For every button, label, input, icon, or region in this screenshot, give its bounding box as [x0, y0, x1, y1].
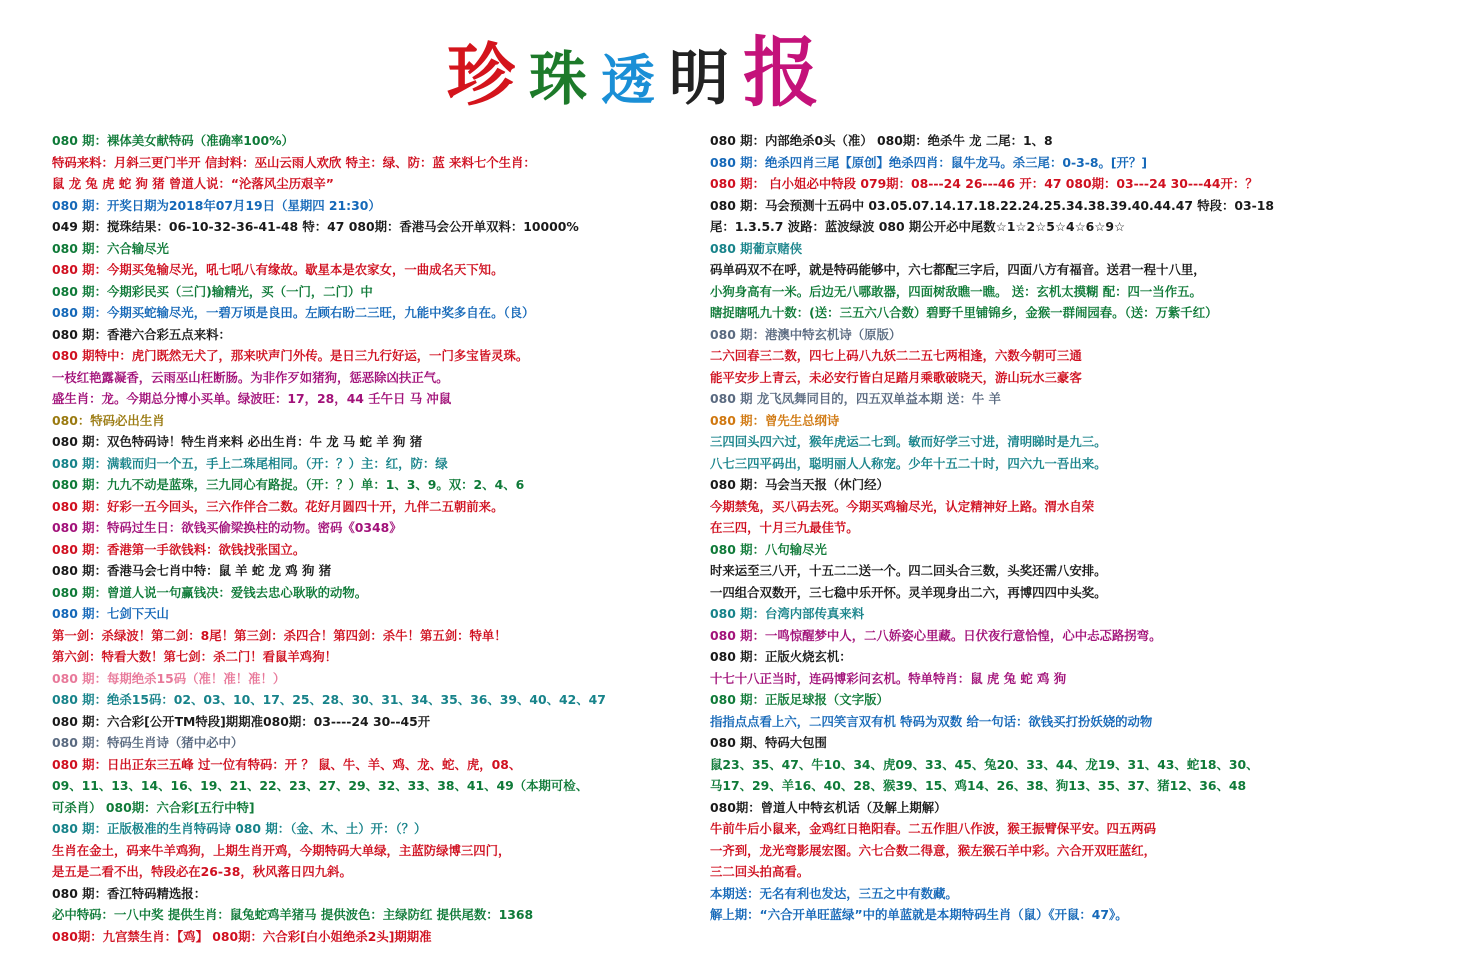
text-line: 尾：1.3.5.7 波路：蓝波绿波 080 期公开必中尾数☆1☆2☆5☆4☆6☆9☆: [710, 219, 1126, 234]
text-line: 080 期：香江特码精选报：: [52, 885, 207, 901]
text-line: 三四回头四六过，猴年虎运二七到。敏而好学三寸进，清明睇时是九三。: [710, 434, 1107, 449]
text-line: 080 期：九九不动是蓝珠，三九同心有路捉。（开：？）单：1、3、9。双：2、4、6: [52, 477, 525, 492]
text-line: 080 期： 白小姐必中特段 079期：08---24 26---46 开：47 080期：03---24 30---44开：？: [710, 176, 1258, 191]
text-line: 080 期：港澳中特玄机诗（原版）: [710, 326, 902, 342]
text-line: 今期禁兔，买八码去死。今期买鸡输尽光，认定精神好上路。渭水自荣: [710, 498, 1095, 514]
text-line: 080期：九宫禁生肖：【鸡】 080期：六合彩[白小姐绝杀2头]期期准: [52, 928, 432, 944]
text-line: 080 期：内部绝杀0头（准） 080期：绝杀牛 龙 二尾：1、8: [710, 133, 1053, 148]
title-char-1: 珍: [446, 36, 529, 116]
text-line: 080 期：正版火烧玄机：: [710, 649, 852, 664]
text-line: 080 期：好彩一五今回头，三六作伴合二数。花好月圆四十开，九伴二五朝前来。: [52, 498, 504, 514]
title-char-4: 明: [669, 44, 744, 114]
text-line: 三二回头拍高看。: [710, 864, 810, 879]
text-line: 080 期：特码生肖诗（猪中必中）: [52, 735, 244, 750]
text-line: 鼠 龙 兔 虎 蛇 狗 猪 曾道人说：“沦落风尘历艰辛”: [52, 176, 334, 191]
text-line: 一齐到，龙光弯影展宏图。六七合数二得意，猴左猴石羊中彩。六合开双旺蓝红，: [710, 842, 1157, 858]
text-line: 080 期：七剑下天山: [52, 606, 169, 621]
title-char-5: 报: [743, 28, 834, 117]
text-line: 080 期：裸体美女献特码（准确率100%）: [52, 133, 294, 148]
text-line: 盛生肖：龙。今期总分博小买单。绿波旺：17，28，44 壬午日 马 冲鼠: [52, 391, 452, 406]
text-line: 080 期葡京赌侠: [710, 240, 803, 256]
text-line: 080 期、特码大包围: [710, 735, 827, 750]
text-line: 080 期：开奖日期为2018年07月19日（星期四 21:30）: [52, 197, 381, 213]
text-line: 080 期：正版极准的生肖特码诗 080 期：（金、木、土）开：（？）: [52, 821, 427, 836]
text-line: 080 期特中：虎门既然无犬了，那来吠声门外传。是日三九行好运，一门多宝皆灵珠。: [52, 348, 529, 363]
text-line: 能平安步上青云，未必安行皆白足踏月乘歌破晓天，游山玩水三豪客: [710, 369, 1082, 385]
text-line: 080 期：曾道人说一句赢钱决：爱钱去忠心耿耿的动物。: [52, 584, 368, 600]
text-line: 049 期：搅珠结果：06-10-32-36-41-48 特：47 080期：香港马会公开单双料：10000%: [52, 219, 579, 234]
text-line: 牛前牛后小鼠来，金鸡红日艳阳春。二五作胆八作波，猴王振臂保平安。四五两码: [710, 821, 1157, 836]
text-line: 080 期：日出正东三五峰 过一位有特码：开 ？ 鼠、牛、羊、鸡、龙、蛇、虎，08、: [52, 756, 522, 772]
text-line: 080期：曾道人中特玄机话（及解上期解）: [710, 799, 947, 815]
text-line: 本期送：无名有利也发达，三五之中有数藏。: [710, 885, 958, 901]
text-line: 080 期：正版足球报（文字版）: [710, 692, 889, 707]
text-line: 080 期：六合输尽光: [52, 240, 169, 256]
text-line: 小狗身高有一米。后边无八哪敢器，四面树敌瞧一瞧。 送：玄机太摸糊 配：四一当作五。: [710, 283, 1202, 299]
text-line: 080 期 龙飞凤舞同目的，四五双单益本期 送：牛 羊: [710, 391, 1001, 406]
text-line: 八七三四平码出，聪明丽人人称宠。少年十五二十时，四六九一吾出来。: [710, 455, 1107, 471]
text-line: 080 期：六合彩[公开TM特段]期期准080期：03----24 30--45开: [52, 713, 431, 729]
text-line: 一四组合双数开，三七稳中乐开怀。灵羊现身出二六，再博四四中头奖。: [710, 584, 1107, 600]
right-column: [710, 130, 1410, 926]
text-line: 是五是二看不出，特段必在26-38，秋风落日四九斜。: [52, 864, 352, 879]
text-line: 080 期：香港马会七肖中特：鼠 羊 蛇 龙 鸡 狗 猪: [52, 563, 332, 578]
text-line: 特码来料：月斜三更门半开 信封料：巫山云雨人欢欣 特主：绿、防：蓝 来料七个生肖：: [52, 154, 536, 170]
text-line: 080 期：今期彩民买（三门)输精光，买（一门，二门）中: [52, 283, 373, 299]
text-line: 080 期：香港六合彩五点来料：: [52, 326, 231, 342]
text-line: 080 期：马会当天报（休门经）: [710, 477, 889, 492]
text-line: 一枝红艳露凝香，云雨巫山枉断肠。为非作歹如猪狗，惩恶除凶扶正气。: [52, 369, 449, 385]
text-line: 080 期：马会预测十五码中 03.05.07.14.17.18.22.24.25.34.38.39.40.44.47 特段：03-18: [710, 197, 1275, 213]
text-line: 鼠23、35、47、牛10、34、虎09、33、45、兔20、33、44、龙19、31、43、蛇18、30、: [710, 756, 1259, 772]
text-line: 二六回春三二数，四七上码八九妖二二五七两相逢，六数今朝可三通: [710, 348, 1082, 363]
text-line: 码单码双不在呼，就是特码能够中，六七都配三字后，四面八方有福音。送君一程十八里，: [710, 262, 1206, 277]
text-line: 时来运至三八开，十五二二送一个。四二回头合三数，头奖还需八安排。: [710, 563, 1107, 578]
text-line: 080 期：绝杀四肖三尾【原创】绝杀四肖：鼠牛龙马。杀三尾：0-3-8。[开？]: [710, 154, 1147, 170]
text-line: 080 期：绝杀15码：02、03、10、17、25、28、30、31、34、35、36、39、40、42、47: [52, 692, 606, 707]
text-line: 可杀肖） 080期：六合彩[五行中特]: [52, 799, 255, 815]
text-line: 080 期：双色特码诗！特生肖来料 必出生肖：牛 龙 马 蛇 羊 狗 猪: [52, 434, 423, 449]
text-line: 必中特码：一八中奖 提供生肖：鼠兔蛇鸡羊猪马 提供波色：主绿防红 提供尾数：1368: [52, 907, 534, 922]
text-line: 指指点点看上六，二四笑言双有机 特码为双数 给一句话：欲钱买打扮妖娆的动物: [710, 713, 1153, 729]
text-line: 第六剑：特看大数！第七剑：杀二门！看鼠羊鸡狗！: [52, 649, 337, 664]
text-line: 080：特码必出生肖: [52, 412, 165, 428]
text-line: 在三四，十月三九最佳节。: [710, 520, 859, 535]
text-line: 080 期：八句输尽光: [710, 541, 827, 557]
text-line: 第一剑：杀绿波！第二剑：8尾！第三剑：杀四合！第四剑：杀牛！第五剑：特单！: [52, 627, 507, 643]
text-line: 十七十八正当时，连码博彩问玄机。特单特肖：鼠 虎 兔 蛇 鸡 狗: [710, 670, 1067, 686]
text-line: 080 期：每期绝杀15码（准！准！准！）: [52, 670, 286, 686]
text-line: 解上期：“六合开单旺蓝绿”中的单蓝就是本期特码生肖（鼠）《开鼠：47》。: [710, 907, 1128, 922]
title-char-2: 珠: [529, 45, 602, 113]
title-char-3: 透: [601, 48, 670, 112]
text-line: 080 期：香港第一手欲钱料：欲钱找张国立。: [52, 541, 306, 557]
text-line: 080 期：曾先生总纲诗: [710, 412, 840, 428]
text-line: 080 期：满载而归一个五，手上二珠尾相同。（开：？）主：红，防：绿: [52, 455, 448, 471]
text-line: 瞎捉瞎吼九十数：(送：三五六八合数）碧野千里铺锦乡，金猴一群闹园春。（送：万紫千红）: [710, 305, 1218, 320]
text-line: 080 期：台湾内部传真来料: [710, 606, 865, 621]
left-column: [52, 130, 672, 947]
text-line: 080 期：今期买蛇输尽光，一碧万顷是良田。左顾右盼二三旺，九能中奖多自在。（良）: [52, 305, 535, 320]
text-line: 080 期：一鸣惊醒梦中人，二八娇姿心里藏。日伏夜行意恰惶，心中忐忑路拐弯。: [710, 627, 1162, 643]
text-line: 080 期：今期买兔输尽光，吼七吼八有缘故。歇星本是农家女，一曲成名天下知。: [52, 262, 504, 277]
page-title: [0, 28, 1280, 125]
text-line: 马17、29、羊16、40、28、猴39、15、鸡14、26、38、狗13、35、37、猪12、36、48: [710, 778, 1247, 793]
text-line: 生肖在金土，码来牛羊鸡狗，上期生肖开鸡，今期特码大单绿，主蓝防绿博三四门，: [52, 842, 511, 858]
text-line: 080 期：特码过生日：欲钱买偷梁换柱的动物。密码《0348》: [52, 520, 402, 535]
text-line: 09、11、13、14、16、19、21、22、23、27、29、32、33、38、41、49（本期可检、: [52, 778, 589, 793]
